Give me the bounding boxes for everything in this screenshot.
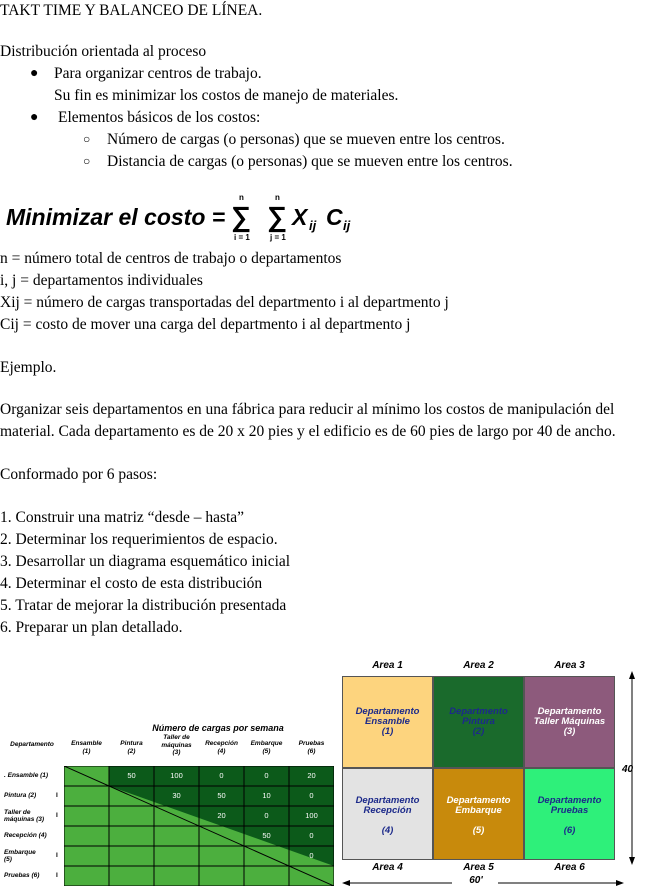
bullet-item: Para organizar centros de trabajo. bbox=[54, 65, 262, 82]
formula-c: C bbox=[326, 204, 343, 230]
sub-bullet-circle: ○ bbox=[83, 154, 91, 168]
matrix-cell: 0 bbox=[264, 771, 269, 780]
department-label: (1) bbox=[381, 726, 394, 737]
department-label: (5) bbox=[472, 825, 485, 836]
department-label: Pruebas bbox=[550, 805, 589, 816]
row-marker: I bbox=[56, 792, 58, 799]
department-label: Recepción bbox=[363, 805, 412, 816]
formula-upper-limit: n bbox=[239, 193, 244, 202]
department-label: Departamento bbox=[446, 795, 511, 806]
definition: Cij = costo de mover una carga del departmento i al departmento j bbox=[0, 316, 411, 333]
formula-lower-limit: j = 1 bbox=[270, 233, 286, 242]
matrix-cell: 100 bbox=[305, 811, 318, 820]
department-label: (2) bbox=[472, 726, 485, 737]
formula-c-sub: ij bbox=[343, 218, 351, 233]
formula-upper-limit: n bbox=[275, 193, 280, 202]
department-label: Ensamble bbox=[365, 716, 410, 727]
example-paragraph: Organizar seis departamentos en una fábrica para reducir al mínimo los costos de manipulación del material. Cada departamento es de 20 x 20 pies y el edificio es de 60 pies de largo por 40 de ancho. bbox=[0, 401, 616, 440]
step-item: 5. Tratar de mejorar la distribución presentada bbox=[0, 597, 287, 614]
department-label: Taller Máquinas bbox=[533, 716, 606, 727]
matrix-cell: 0 bbox=[309, 851, 314, 860]
matrix-title: Número de cargas por semana bbox=[152, 723, 284, 733]
dimension-arrows bbox=[340, 655, 647, 886]
department-label: Departmento bbox=[449, 706, 508, 717]
sub-bullet-item: Número de cargas (o personas) que se mueven entre los centros. bbox=[107, 131, 505, 148]
step-item: 4. Determinar el costo de esta distribución bbox=[0, 575, 263, 592]
sub-bullet-circle: ○ bbox=[83, 132, 91, 146]
formula-text: Minimizar el costo = bbox=[6, 204, 226, 230]
matrix-cell: 0 bbox=[264, 811, 269, 820]
matrix-column-header: Pintura (2) bbox=[120, 740, 143, 755]
matrix-column-header: Ensamble (1) bbox=[71, 740, 102, 755]
steps-intro: Conformado por 6 pasos: bbox=[0, 466, 158, 483]
area-label: Area 6 bbox=[554, 862, 585, 873]
definition: i, j = departamentos individuales bbox=[0, 272, 203, 289]
department-label: (6) bbox=[563, 825, 576, 836]
matrix-cell: 10 bbox=[262, 791, 271, 800]
matrix-cell: 20 bbox=[217, 811, 226, 820]
matrix-cell: 30 bbox=[172, 791, 181, 800]
department-label: Pintura bbox=[462, 716, 495, 727]
matrix-cell: 50 bbox=[217, 791, 226, 800]
matrix-column-header: Taller de máquinas (3) bbox=[161, 734, 192, 756]
area-label: Area 5 bbox=[463, 862, 494, 873]
area-label: Area 2 bbox=[463, 660, 494, 671]
matrix-cell: 50 bbox=[262, 831, 271, 840]
department-label: Departamento bbox=[355, 706, 420, 717]
bullet-dot: ● bbox=[30, 66, 39, 81]
matrix-row-header: Taller de máquinas (3) bbox=[4, 808, 45, 823]
matrix-corner-header: Departamento bbox=[10, 741, 54, 748]
from-to-matrix bbox=[0, 718, 336, 886]
area-label: Area 1 bbox=[372, 660, 403, 671]
matrix-row-header: Pintura (2) bbox=[4, 792, 37, 800]
department-label: (3) bbox=[563, 726, 576, 737]
layout-diagram bbox=[340, 655, 647, 886]
row-marker: I bbox=[56, 852, 58, 859]
matrix-cell: 0 bbox=[219, 771, 224, 780]
matrix-cell: 0 bbox=[309, 791, 314, 800]
matrix-row-header: Recepción (4) bbox=[4, 832, 47, 840]
step-item: 1. Construir una matriz “desde – hasta” bbox=[0, 509, 245, 526]
matrix-cell: 20 bbox=[307, 771, 316, 780]
formula-x: X bbox=[292, 204, 308, 230]
area-label: Area 4 bbox=[372, 862, 403, 873]
matrix-column-header: Recepción (4) bbox=[205, 740, 238, 755]
matrix-cell: 100 bbox=[170, 771, 183, 780]
bullet-item: Elementos básicos de los costos: bbox=[58, 109, 261, 126]
step-item: 6. Preparar un plan detallado. bbox=[0, 619, 183, 636]
matrix-column-header: Pruebas (6) bbox=[298, 740, 325, 755]
example-label: Ejemplo. bbox=[0, 359, 57, 376]
bullet-dot: ● bbox=[30, 110, 39, 125]
step-item: 2. Determinar los requerimientos de espacio. bbox=[0, 531, 278, 548]
department-label: Departamento bbox=[537, 706, 602, 717]
matrix-cell: 0 bbox=[309, 831, 314, 840]
width-dimension: 60' bbox=[469, 875, 483, 886]
matrix-row-header: Embarque (5) bbox=[4, 848, 36, 863]
sum-symbol: ∑ bbox=[231, 201, 251, 232]
sum-symbol: ∑ bbox=[267, 201, 287, 232]
row-marker: I bbox=[56, 872, 58, 879]
bullet-continuation: Su fin es minimizar los costos de manejo de materiales. bbox=[54, 87, 399, 104]
matrix-cell: 50 bbox=[127, 771, 136, 780]
row-marker: I bbox=[56, 812, 58, 819]
matrix-column-header: Embarque (5) bbox=[250, 740, 283, 755]
document-title: TAKT TIME Y BALANCEO DE LÍNEA. bbox=[0, 2, 263, 19]
height-dimension: 40 bbox=[622, 764, 634, 775]
area-label: Area 3 bbox=[554, 660, 585, 671]
step-item: 3. Desarrollar un diagrama esquemático inicial bbox=[0, 553, 291, 570]
matrix-row-header: Pruebas (6) bbox=[4, 872, 40, 880]
sub-bullet-item: Distancia de cargas (o personas) que se mueven entre los centros. bbox=[107, 153, 513, 170]
definition: n = número total de centros de trabajo o departamentos bbox=[0, 250, 342, 267]
department-label: Embarque bbox=[455, 805, 502, 816]
department-label: Departamento bbox=[537, 795, 602, 806]
matrix-row-header: . Ensamble (1) bbox=[4, 772, 49, 780]
formula-lower-limit: i = 1 bbox=[234, 233, 250, 242]
section-heading: Distribución orientada al proceso bbox=[0, 43, 207, 60]
department-label: Departamento bbox=[355, 795, 420, 806]
definition: Xij = número de cargas transportadas del departmento i al departmento j bbox=[0, 294, 449, 311]
department-label: (4) bbox=[381, 825, 394, 836]
cost-formula bbox=[6, 193, 366, 244]
matrix-grid bbox=[64, 766, 334, 886]
formula-x-sub: ij bbox=[309, 218, 317, 233]
